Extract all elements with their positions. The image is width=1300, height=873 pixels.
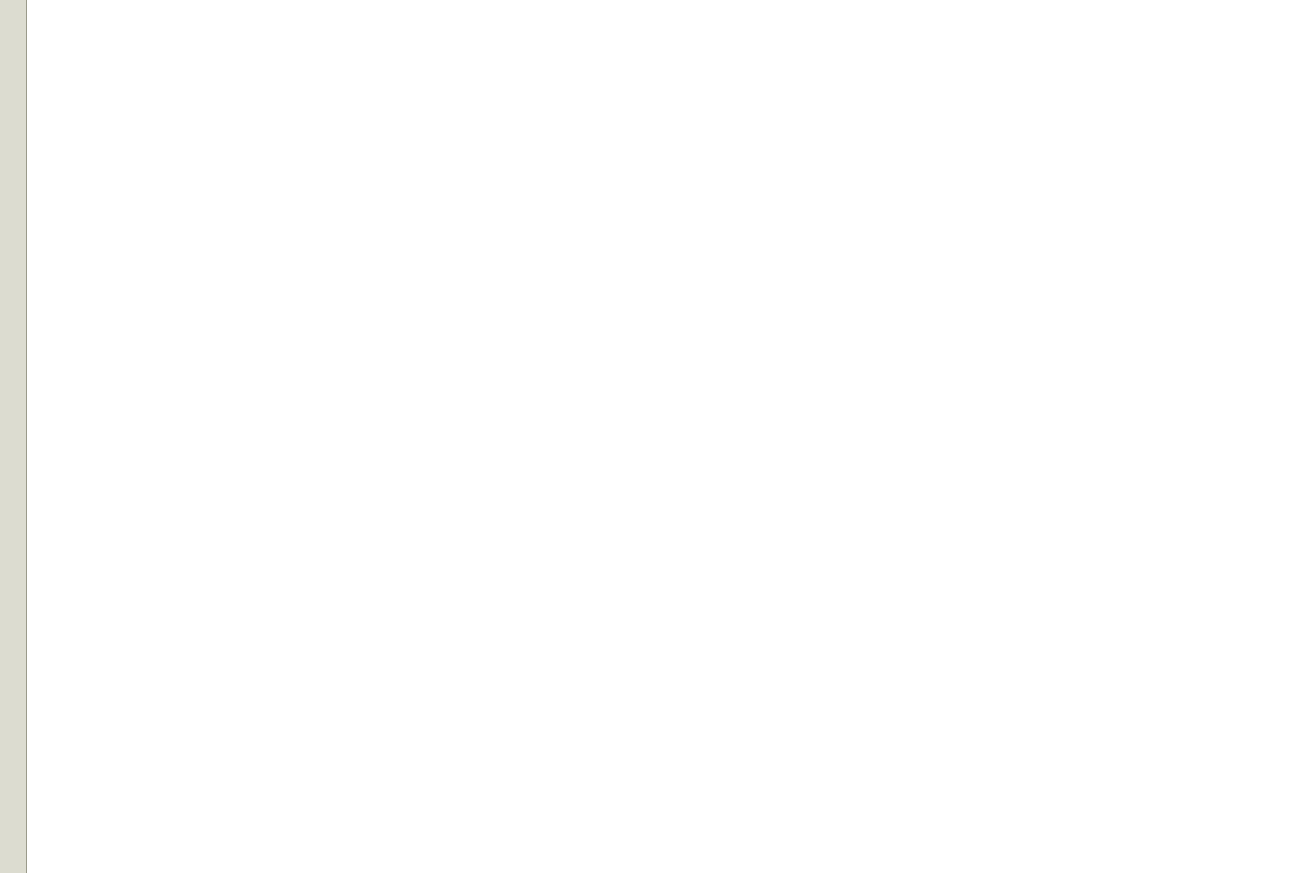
row-header-column <box>0 0 27 873</box>
